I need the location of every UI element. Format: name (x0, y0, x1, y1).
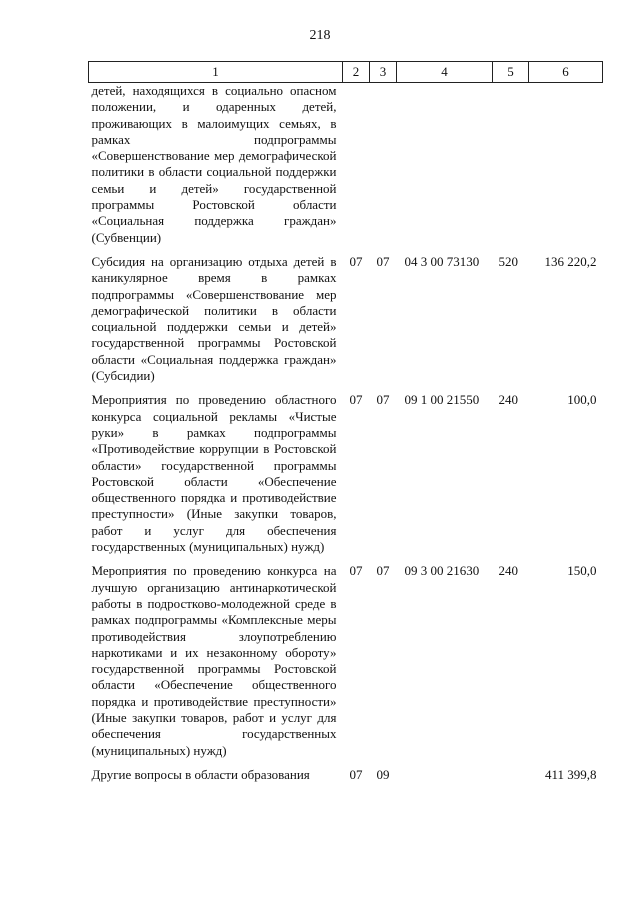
row-csr: 09 1 00 21550 (404, 392, 480, 408)
row-amount: 411 399,8 (544, 766, 597, 782)
row-description: Субсидия на организацию отдыха детей в каникулярное время в рамках подпрограммы «Совершенствование мер демографической политики в области социальной поддержки семьи и детей» государственной программы Ростовской области «Социальная поддержка граждан» (Субсидии) (91, 253, 337, 384)
row-csr (397, 83, 493, 246)
column-header-pr: 3 (370, 62, 397, 83)
row-pr: 07 (376, 253, 390, 269)
row-description: детей, находящихся в социально опасном положении, и одаренных детей, проживающих в малоимущих семьях, в рамках подпрограммы «Совершенствование мер демографической политики в области социальной поддержки семьи и детей» государственной программы Ростовской области «Социальная поддержка граждан» (Субвенции) (91, 83, 337, 245)
row-rz: 07 (349, 253, 363, 269)
row-description: Другие вопросы в области образования (91, 766, 310, 782)
row-vr: 240 (498, 563, 518, 579)
column-header-description: 1 (89, 62, 343, 83)
table-row (89, 83, 603, 246)
page-number: 218 (309, 28, 331, 43)
row-vr (493, 767, 529, 783)
row-vr: 240 (498, 392, 518, 408)
table-row (89, 563, 603, 759)
row-description: Мероприятия по проведению конкурса на лучшую организацию антинаркотической работы в подростково-молодежной среде в рамках подпрограммы «Комплексные меры противодействия злоупотреблению наркотиками и их незаконному обороту» государственной программы Ростовской области «Обеспечение общественного порядка и противодействие преступности» (Иные закупки товаров, работ и услуг для обеспечения государственных (муниципальных) нужд) (91, 563, 337, 758)
table-row (89, 254, 603, 384)
row-pr: 09 (376, 766, 390, 782)
column-header-rz: 2 (343, 62, 370, 83)
budget-table (88, 61, 603, 783)
row-csr (397, 767, 493, 783)
row-vr (493, 83, 529, 246)
table-row (89, 767, 603, 783)
row-amount: 136 220,2 (544, 253, 597, 269)
row-amount: 100,0 (567, 392, 597, 408)
row-csr: 04 3 00 73130 (404, 253, 480, 269)
table-row (89, 392, 603, 555)
row-pr (370, 83, 397, 246)
row-rz (343, 83, 370, 246)
row-description: Мероприятия по проведению областного конкурса социальной рекламы «Чистые руки» в рамках подпрограммы «Противодействие коррупции в Ростовской области» государственной программы Ростовской области «Обеспечение общественного порядка и противодействие преступности» (Иные закупки товаров, работ и услуг для обеспечения государственных (муниципальных) нужд) (91, 392, 337, 555)
column-header-amount: 6 (529, 62, 603, 83)
row-vr: 520 (498, 253, 518, 269)
row-amount (529, 83, 603, 246)
row-rz: 07 (349, 563, 363, 579)
row-csr: 09 3 00 21630 (404, 563, 480, 579)
row-rz: 07 (349, 392, 363, 408)
row-rz: 07 (349, 766, 363, 782)
column-header-csr: 4 (397, 62, 493, 83)
row-amount: 150,0 (567, 563, 597, 579)
column-header-vr: 5 (493, 62, 529, 83)
row-pr: 07 (376, 392, 390, 408)
table-header-row (89, 62, 603, 83)
row-pr: 07 (376, 563, 390, 579)
